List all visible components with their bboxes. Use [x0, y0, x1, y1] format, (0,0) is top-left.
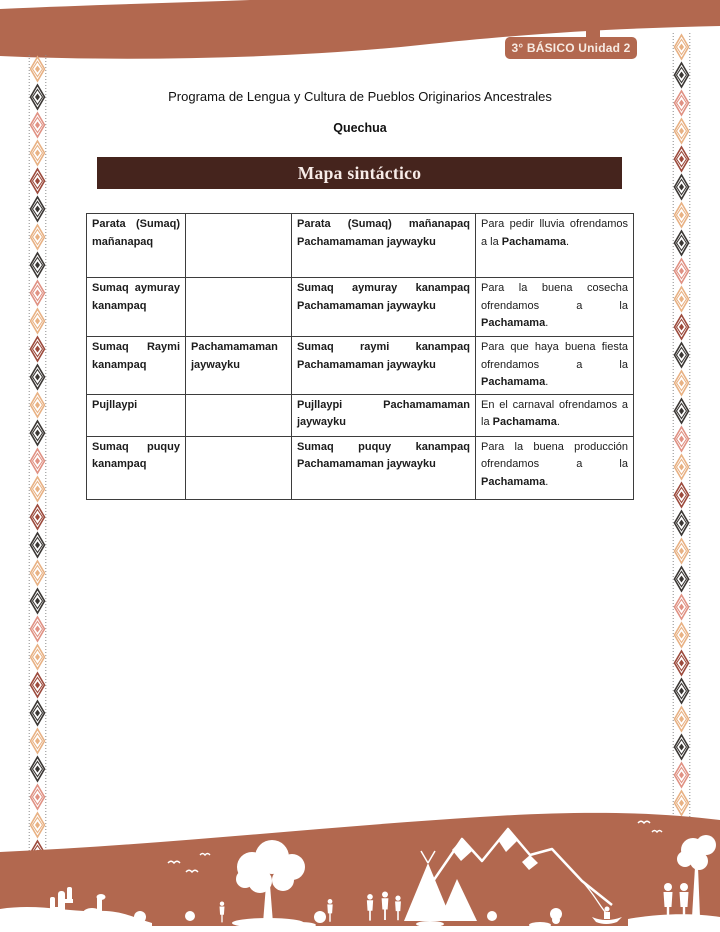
translation-period: . [556, 416, 560, 429]
translation-emphasis: Pachamama [481, 376, 546, 389]
translation-emphasis: Pachamama [492, 416, 557, 429]
quechua-phrase-cell: Sumaq aymuray kanampaq [87, 278, 186, 337]
table-row [87, 436, 634, 499]
program-title: Programa de Lengua y Cultura de Pueblos Originarios Ancestrales [168, 89, 552, 104]
translation-emphasis: Pachamama [481, 317, 546, 330]
quechua-phrase-cell: Parata (Sumaq) mañanapaq [87, 214, 186, 278]
translation-period: . [545, 475, 549, 488]
table-row [87, 394, 634, 436]
table-row [87, 214, 634, 278]
translation-text: En el carnaval ofrendamos a la [481, 398, 628, 429]
quechua-phrase-cell: Sumaq Raymi kanampaq [87, 337, 186, 395]
table-row [87, 278, 634, 337]
translation-cell [476, 337, 634, 395]
full-sentence-cell: Sumaq raymi kanampaq Pachamamaman jaywayku [292, 337, 476, 395]
connector-cell [186, 278, 292, 337]
translation-text: Para que haya buena fiesta ofrendamos a la [481, 341, 628, 371]
translation-cell [476, 278, 634, 337]
quechua-phrase-cell: Sumaq puquy kanampaq [87, 436, 186, 499]
translation-text: Para la buena producción ofrendamos a la [481, 440, 628, 471]
translation-cell [476, 214, 634, 278]
translation-cell [476, 436, 634, 499]
section-banner-title: Mapa sintáctico [297, 162, 422, 183]
syntactic-map-table [86, 213, 634, 500]
table-row [87, 337, 634, 395]
translation-text: Para la buena cosecha ofrendamos a la [481, 282, 628, 312]
connector-cell: Pachamamaman jaywayku [186, 337, 292, 395]
andean-border-right-decoration [672, 33, 691, 817]
translation-text: Para pedir lluvia ofrendamos a la [481, 218, 628, 248]
translation-period: . [545, 376, 549, 389]
full-sentence-cell: Sumaq puquy kanampaq Pachamamaman jaywayku [292, 436, 476, 499]
translation-emphasis: Pachamama [501, 235, 567, 248]
full-sentence-cell: Parata (Sumaq) mañanapaq Pachamamaman jaywayku [292, 214, 476, 278]
andean-border-left-decoration [28, 55, 47, 852]
footer-landscape-decoration [0, 805, 720, 932]
language-subtitle: Quechua [333, 121, 387, 135]
translation-period: . [566, 235, 570, 248]
translation-period: . [545, 317, 549, 330]
full-sentence-cell: Sumaq aymuray kanampaq Pachamamaman jaywayku [292, 278, 476, 337]
grade-unit-label: 3° BÁSICO Unidad 2 [511, 41, 631, 55]
grade-unit-badge [505, 37, 637, 59]
quechua-phrase-cell: Pujllaypi [87, 394, 186, 436]
connector-cell [186, 214, 292, 278]
translation-emphasis: Pachamama [481, 475, 546, 488]
section-banner [97, 157, 622, 189]
connector-cell [186, 436, 292, 499]
connector-cell [186, 394, 292, 436]
translation-cell [476, 394, 634, 436]
full-sentence-cell: Pujllaypi Pachamamaman jaywayku [292, 394, 476, 436]
